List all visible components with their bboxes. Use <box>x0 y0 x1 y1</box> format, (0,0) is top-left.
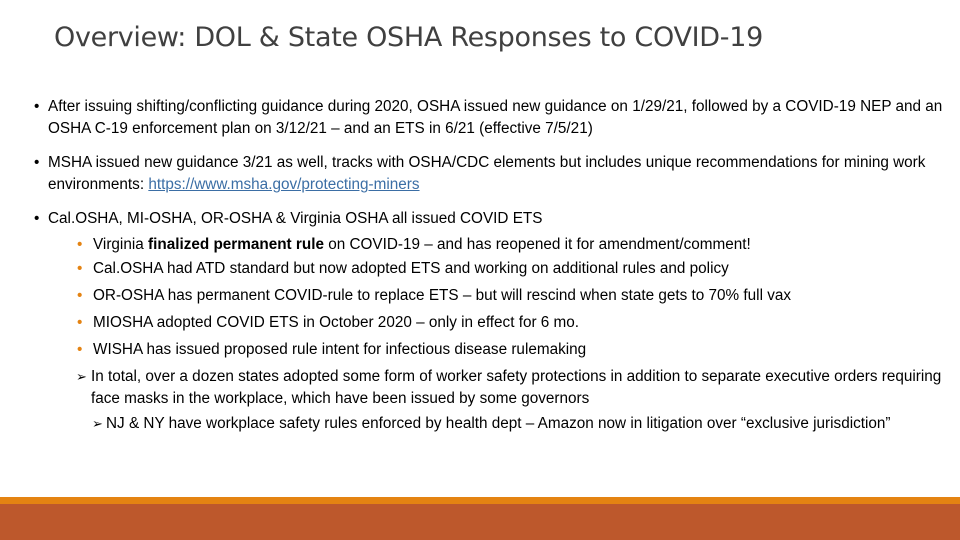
arrow-bullet-icon: ➢ <box>92 416 103 431</box>
bullet-icon: • <box>34 154 40 171</box>
footer-accent-stripe <box>0 497 960 504</box>
sub-bullet-text: MIOSHA adopted COVID ETS in October 2020 – only in effect for 6 mo. <box>93 314 580 331</box>
arrow-bullet-text: In total, over a dozen states adopted some form of worker safety protections in addition to separate executive orders requiring face masks in the workplace, which have been issued by some governors <box>91 368 942 407</box>
bullet-text: Cal.OSHA, MI-OSHA, OR-OSHA & Virginia OSHA all issued COVID ETS <box>48 210 543 227</box>
msha-link[interactable]: https://www.msha.gov/protecting-miners <box>148 176 420 193</box>
sub-bullet-icon: • <box>77 260 83 277</box>
bullet-icon: • <box>34 98 40 115</box>
sub-bullet-text: Virginia <box>93 236 148 253</box>
sub-bullet-text: on COVID-19 – and has reopened it for amendment/comment! <box>323 236 751 253</box>
sub-bullet-wisha <box>48 338 943 362</box>
slide-title: Overview: DOL & State OSHA Responses to COVID-19 <box>54 22 763 53</box>
sub-bullet-icon: • <box>77 314 83 331</box>
sub-bullet-virginia <box>48 233 943 257</box>
footer-bar <box>0 504 960 540</box>
slide-body <box>28 96 943 435</box>
sub-bullet-miosha <box>48 311 943 335</box>
bullet-text: After issuing shifting/conflicting guidance during 2020, OSHA issued new guidance on 1/29/21, followed by a COVID-19 NEP and an OSHA C-19 enforcement plan on 3/12/21 – and an ETS in 6/21 (effective 7/5/21) <box>48 98 943 137</box>
arrow-bullet-nj-ny <box>48 413 943 435</box>
arrow-bullet-dozen-states <box>48 366 943 410</box>
sub-bullet-text: Cal.OSHA had ATD standard but now adopted ETS and working on additional rules and policy <box>93 260 729 277</box>
bullet-msha-guidance <box>28 152 943 196</box>
bullet-text: MSHA issued new guidance 3/21 as well, tracks with OSHA/CDC elements but includes unique recommendations for mining work environments: <box>48 154 926 193</box>
sub-bullet-icon: • <box>77 236 83 253</box>
sub-bullet-orosha <box>48 284 943 308</box>
arrow-bullet-icon: ➢ <box>76 369 87 384</box>
sub-bullet-icon: • <box>77 287 83 304</box>
arrow-bullet-text: NJ & NY have workplace safety rules enforced by health dept – Amazon now in litigation over “exclusive jurisdiction” <box>106 415 891 432</box>
sub-bullet-text: WISHA has issued proposed rule intent for infectious disease rulemaking <box>93 341 587 358</box>
sub-bullet-calosha <box>48 257 943 281</box>
sub-bullet-text: OR-OSHA has permanent COVID-rule to replace ETS – but will rescind when state gets to 70% full vax <box>93 287 792 304</box>
bullet-state-ets <box>28 208 943 435</box>
bullet-icon: • <box>34 210 40 227</box>
bullet-osha-guidance <box>28 96 943 140</box>
emphasis-text: finalized permanent rule <box>148 236 324 253</box>
sub-bullet-icon: • <box>77 341 83 358</box>
